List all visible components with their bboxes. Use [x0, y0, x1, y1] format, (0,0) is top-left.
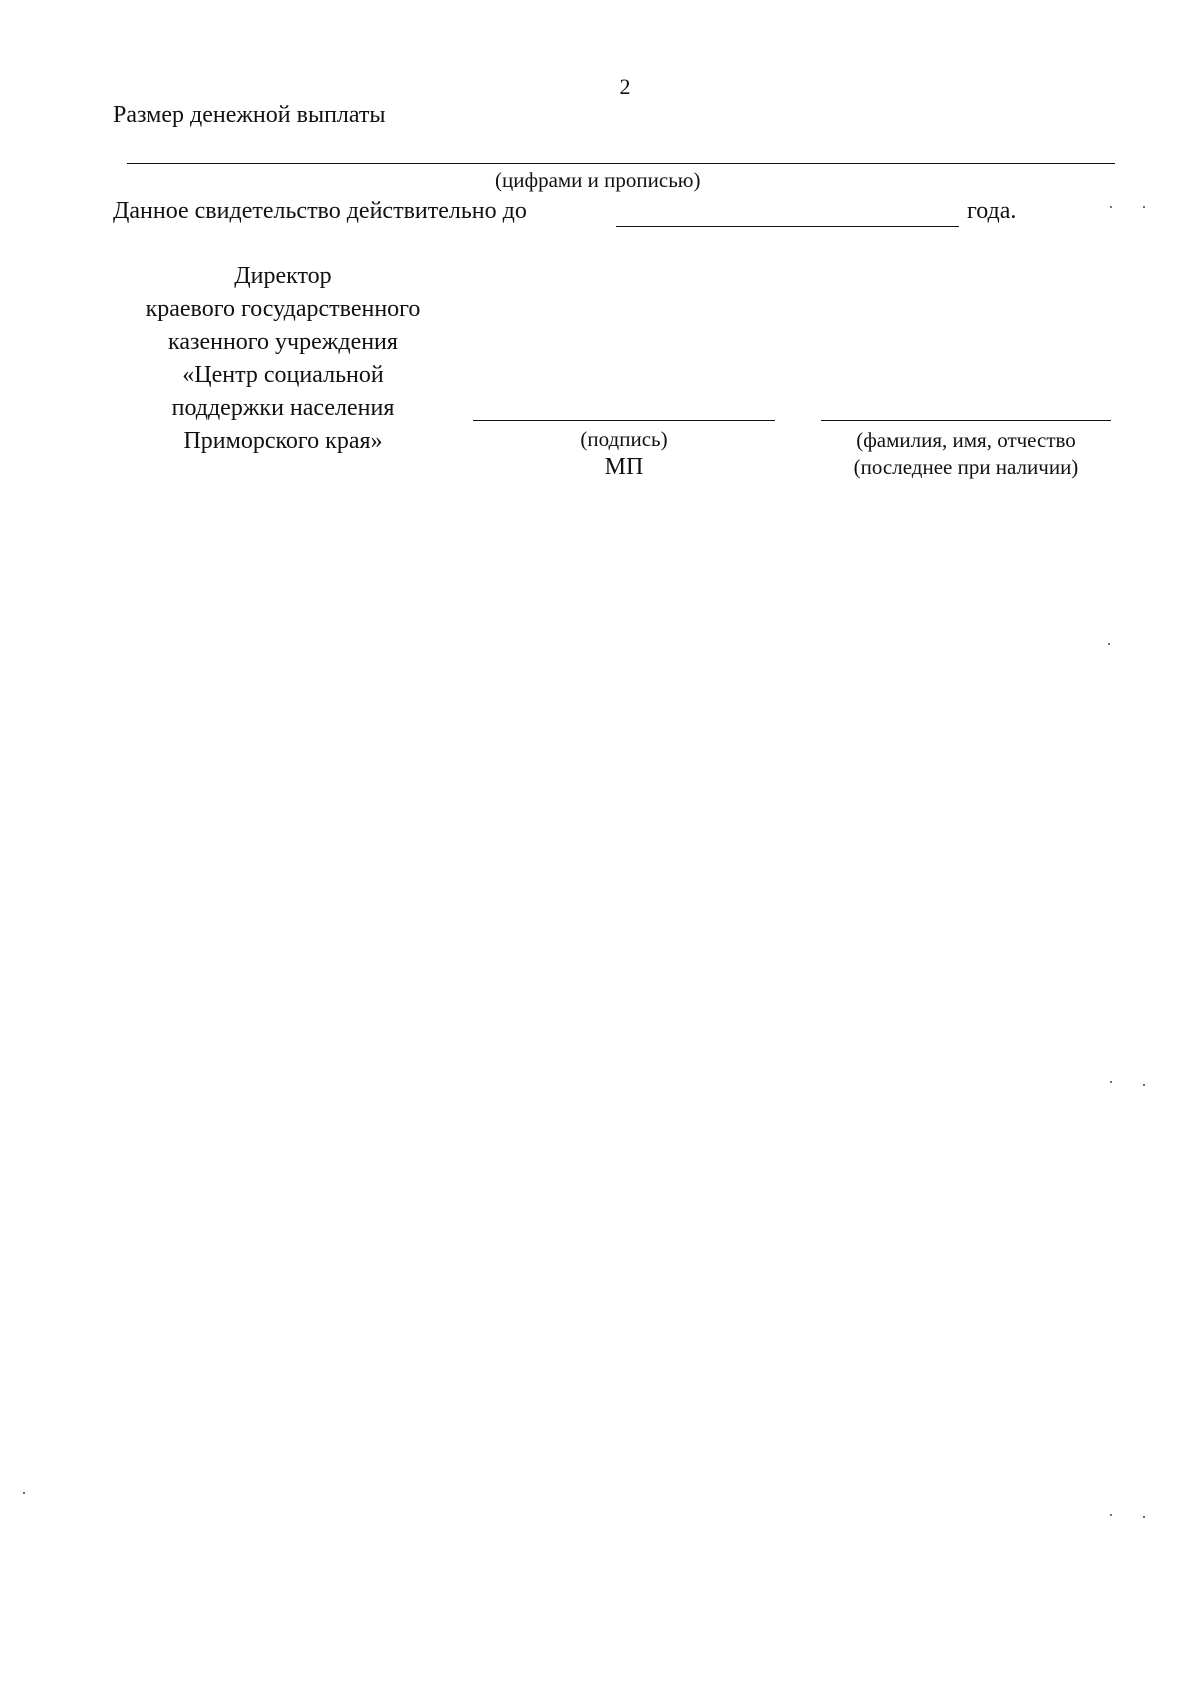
- scan-speck: [1143, 206, 1145, 208]
- scan-speck: [1143, 1084, 1145, 1086]
- payment-amount-label: Размер денежной выплаты: [113, 102, 386, 128]
- scan-speck: [23, 1492, 25, 1494]
- payment-amount-hint: (цифрами и прописью): [495, 168, 701, 192]
- scan-speck: [1143, 1516, 1145, 1518]
- director-title-line: Директор: [234, 263, 332, 289]
- director-title-line: поддержки населения: [171, 395, 395, 421]
- signature-hint: (подпись): [580, 427, 668, 451]
- page-number: 2: [619, 74, 631, 99]
- validity-label: Данное свидетельство действительно до: [113, 198, 527, 224]
- director-title-line: краевого государственного: [145, 296, 421, 322]
- signature-field-line: [473, 420, 775, 421]
- director-title-block: [113, 260, 453, 458]
- full-name-field-line: [821, 420, 1111, 421]
- full-name-hint-line: (последнее при наличии): [853, 455, 1079, 479]
- full-name-hint: [821, 427, 1111, 481]
- director-title-line: казенного учреждения: [168, 329, 398, 355]
- payment-amount-field-line: [127, 163, 1115, 164]
- validity-suffix: года.: [967, 198, 1017, 224]
- director-title-line: «Центр социальной: [182, 362, 384, 388]
- scan-speck: [1110, 1514, 1112, 1516]
- full-name-hint-line: (фамилия, имя, отчество: [856, 428, 1076, 452]
- director-title-line: Приморского края»: [183, 428, 383, 454]
- scan-speck: [1110, 1081, 1112, 1083]
- stamp-place-mark: МП: [604, 454, 644, 480]
- validity-date-field-line: [616, 226, 959, 227]
- scan-speck: [1108, 643, 1110, 645]
- scan-speck: [1110, 206, 1112, 208]
